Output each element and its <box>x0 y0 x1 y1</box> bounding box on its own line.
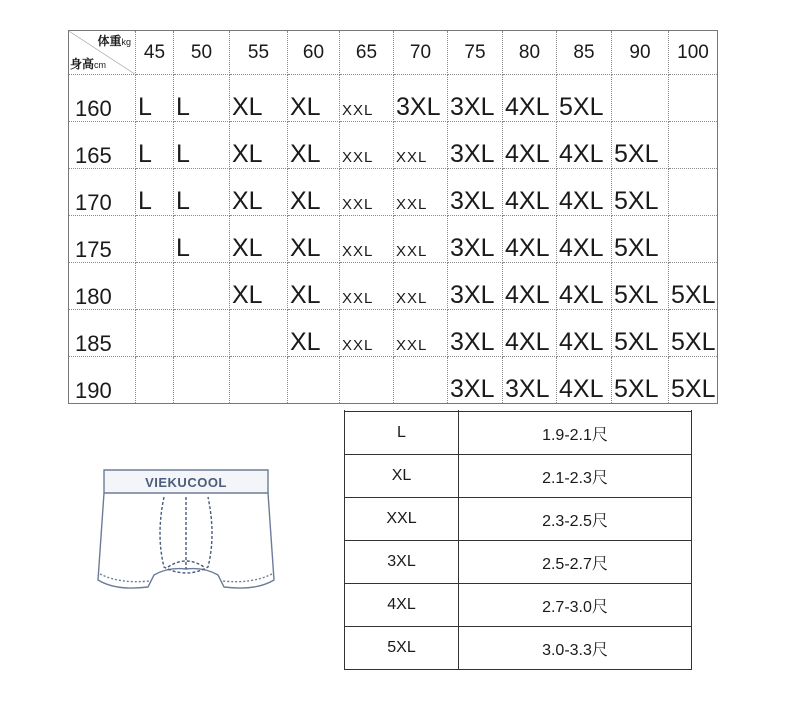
size-cell <box>136 216 174 263</box>
size-cell: L <box>174 122 230 169</box>
table-row <box>69 263 718 310</box>
size-cell: 4XL <box>503 310 557 357</box>
size-cell: 4XL <box>503 216 557 263</box>
waist-range-cell: 3.0-3.3尺 <box>459 627 692 670</box>
weight-header-cell: 90 <box>612 31 669 75</box>
size-name-cell: L <box>345 412 459 455</box>
size-cell: 3XL <box>448 169 503 216</box>
size-cell <box>340 169 394 216</box>
weight-header-cell: 55 <box>230 31 288 75</box>
table-row <box>69 357 718 404</box>
size-cell <box>288 357 340 404</box>
size-cell: 5XL <box>612 263 669 310</box>
size-cell: 5XL <box>612 357 669 404</box>
size-cell: 5XL <box>612 122 669 169</box>
size-cell: XL <box>230 169 288 216</box>
size-label: XXL <box>342 196 374 213</box>
size-name-cell: XXL <box>345 498 459 541</box>
waist-range-cell: 2.1-2.3尺 <box>459 455 692 498</box>
size-cell: XL <box>288 216 340 263</box>
size-cell <box>340 75 394 122</box>
size-cell <box>669 122 718 169</box>
size-cell <box>174 310 230 357</box>
size-cell <box>394 357 448 404</box>
size-cell <box>669 169 718 216</box>
size-label: XXL <box>396 149 428 166</box>
waist-range-cell: 2.3-2.5尺 <box>459 498 692 541</box>
size-cell: 5XL <box>669 263 718 310</box>
size-cell: 3XL <box>448 122 503 169</box>
size-cell <box>394 216 448 263</box>
size-cell: 4XL <box>557 357 612 404</box>
size-cell: 4XL <box>557 263 612 310</box>
size-cell: L <box>136 169 174 216</box>
size-cell: 3XL <box>448 216 503 263</box>
size-cell: 3XL <box>448 357 503 404</box>
table-row <box>345 627 692 670</box>
size-cell: 4XL <box>557 122 612 169</box>
size-label: XXL <box>396 196 428 213</box>
size-cell <box>669 216 718 263</box>
size-cell: 5XL <box>669 357 718 404</box>
size-cell <box>394 263 448 310</box>
size-cell: 3XL <box>448 75 503 122</box>
size-cell <box>340 310 394 357</box>
size-cell: 3XL <box>448 263 503 310</box>
size-label: XXL <box>396 243 428 260</box>
height-axis-label: 身高cm <box>70 57 107 71</box>
size-chart-table <box>68 30 718 404</box>
table-row <box>345 455 692 498</box>
weight-unit: kg <box>121 37 131 47</box>
table-row <box>69 310 718 357</box>
table-row <box>345 541 692 584</box>
size-cell <box>394 310 448 357</box>
size-cell: 5XL <box>612 216 669 263</box>
size-label: XXL <box>396 290 428 307</box>
weight-header-cell: 70 <box>394 31 448 75</box>
weight-header-cell: 65 <box>340 31 394 75</box>
size-name-cell: XL <box>345 455 459 498</box>
size-cell: XL <box>288 75 340 122</box>
size-cell: L <box>174 216 230 263</box>
weight-header-cell: 50 <box>174 31 230 75</box>
weight-header-row <box>69 31 718 75</box>
size-label: XXL <box>342 243 374 260</box>
table-row <box>69 122 718 169</box>
height-cell: 160 <box>69 75 136 122</box>
size-cell: 4XL <box>503 263 557 310</box>
size-cell: 5XL <box>612 169 669 216</box>
size-cell: XL <box>230 263 288 310</box>
size-cell: 4XL <box>503 169 557 216</box>
size-cell: 5XL <box>557 75 612 122</box>
size-label: XXL <box>342 290 374 307</box>
weight-header-cell: 80 <box>503 31 557 75</box>
size-label: XXL <box>342 149 374 166</box>
height-cell: 180 <box>69 263 136 310</box>
boxer-brief-illustration <box>76 455 296 605</box>
height-cell: 165 <box>69 122 136 169</box>
size-cell <box>136 357 174 404</box>
size-cell: 4XL <box>503 122 557 169</box>
height-cell: 175 <box>69 216 136 263</box>
size-cell: 5XL <box>669 310 718 357</box>
corner-header-cell <box>69 31 136 75</box>
size-cell <box>340 263 394 310</box>
weight-axis-label: 体重kg <box>97 34 131 48</box>
size-cell: L <box>174 169 230 216</box>
size-cell: 3XL <box>503 357 557 404</box>
table-row <box>345 412 692 455</box>
size-name-cell: 3XL <box>345 541 459 584</box>
weight-header-cell: 100 <box>669 31 718 75</box>
size-cell: 5XL <box>612 310 669 357</box>
size-cell: XL <box>288 310 340 357</box>
size-cell: 3XL <box>448 310 503 357</box>
size-name-cell: 5XL <box>345 627 459 670</box>
size-cell: 4XL <box>557 310 612 357</box>
size-cell: 4XL <box>557 216 612 263</box>
weight-header-cell: 60 <box>288 31 340 75</box>
size-cell: XL <box>230 122 288 169</box>
height-cell: 170 <box>69 169 136 216</box>
size-cell <box>340 216 394 263</box>
size-cell <box>669 75 718 122</box>
height-unit: cm <box>94 60 107 70</box>
table-row <box>69 216 718 263</box>
size-cell: L <box>174 75 230 122</box>
size-label: XXL <box>396 337 428 354</box>
table-row <box>69 75 718 122</box>
weight-header-cell: 85 <box>557 31 612 75</box>
size-cell <box>612 75 669 122</box>
size-cell <box>340 122 394 169</box>
size-name-cell: 4XL <box>345 584 459 627</box>
size-cell: 3XL <box>394 75 448 122</box>
size-cell: XL <box>288 122 340 169</box>
waist-range-cell: 2.5-2.7尺 <box>459 541 692 584</box>
size-label: XXL <box>342 102 374 119</box>
size-cell <box>394 122 448 169</box>
size-cell <box>136 310 174 357</box>
size-label: XXL <box>342 337 374 354</box>
size-cell <box>174 357 230 404</box>
weight-header-cell: 45 <box>136 31 174 75</box>
size-cell: XL <box>288 263 340 310</box>
size-cell <box>230 310 288 357</box>
size-cell: XL <box>288 169 340 216</box>
size-cell: L <box>136 122 174 169</box>
size-cell <box>174 263 230 310</box>
weight-header-cell: 75 <box>448 31 503 75</box>
waist-range-cell: 2.7-3.0尺 <box>459 584 692 627</box>
size-cell: XL <box>230 75 288 122</box>
table-row <box>345 584 692 627</box>
size-cell: L <box>136 75 174 122</box>
table-row <box>345 498 692 541</box>
size-cell: XL <box>230 216 288 263</box>
waist-size-table <box>344 410 692 670</box>
size-cell <box>394 169 448 216</box>
height-cell: 185 <box>69 310 136 357</box>
size-cell: 4XL <box>503 75 557 122</box>
waist-range-cell: 1.9-2.1尺 <box>459 412 692 455</box>
height-cell: 190 <box>69 357 136 404</box>
brand-logo: VIEKUCOOL <box>145 475 227 490</box>
table-row <box>69 169 718 216</box>
size-cell: 4XL <box>557 169 612 216</box>
size-cell <box>340 357 394 404</box>
size-cell <box>136 263 174 310</box>
size-cell <box>230 357 288 404</box>
